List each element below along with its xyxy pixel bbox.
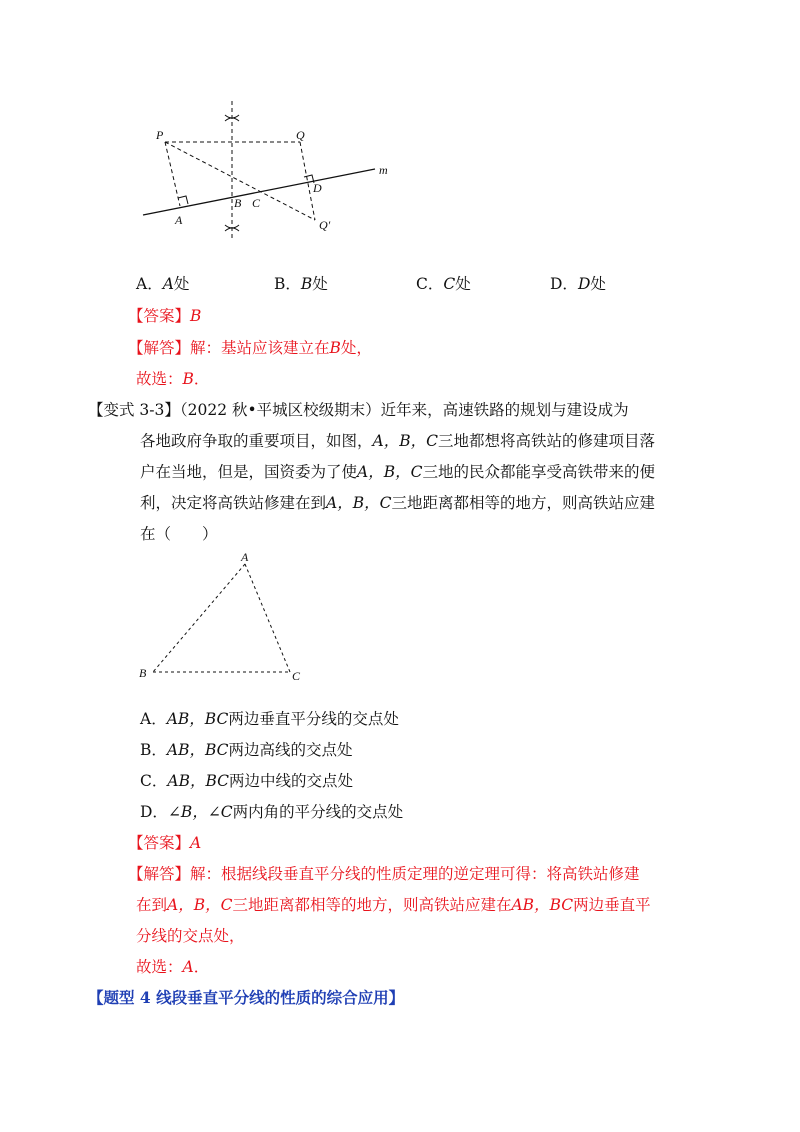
q2-explanation-line-2: 在到A，B，C三地距离都相等的地方，则高铁站应建在AB，BC两边垂直平 [136, 896, 651, 914]
q1-option-a: A．A处 [136, 275, 190, 293]
label-Q: Q [296, 128, 305, 142]
q2-stem-line-1: 【变式 3-3】（2022 秋•平城区校级期末）近年来，高速铁路的规划与建设成为 [88, 401, 629, 419]
section-title: 【题型 4 线段垂直平分线的性质的综合应用】 [88, 988, 405, 1007]
q1-option-b: B．B处 [274, 275, 328, 293]
q2-stem-line-4: 利，决定将高铁站修建在到A，B，C三地距离都相等的地方，则高铁站应建 [140, 494, 655, 512]
q2-explanation-line-1: 【解答】解：根据线段垂直平分线的性质定理的逆定理可得：将高铁站修建 [128, 865, 640, 883]
q2-explanation-line-3: 分线的交点处， [136, 927, 245, 945]
q2-option-c: C．AB，BC两边中线的交点处 [140, 772, 354, 790]
label-D: D [313, 181, 322, 195]
q2-option-a: A．AB，BC两边垂直平分线的交点处 [140, 710, 399, 728]
label-C: C [292, 669, 301, 683]
q2-answer: 【答案】A [128, 834, 202, 852]
q1-answer: 【答案】B [128, 307, 202, 325]
q1-explanation: 【解答】解：基站应该建立在B处， [128, 339, 372, 357]
q2-stem-line-2: 各地政府争取的重要项目，如图，A，B，C三地都想将高铁站的修建项目落 [140, 432, 655, 450]
q1-option-d: D．D处 [550, 275, 606, 293]
q2-option-b: B．AB，BC两边高线的交点处 [140, 741, 353, 759]
q2-stem-line-3: 户在当地，但是，国资委为了使A，B，C三地的民众都能享受高铁带来的便 [140, 463, 655, 481]
label-m: m [379, 163, 388, 177]
label-A: A [241, 550, 249, 564]
label-B: B [139, 666, 147, 680]
triangle-figure [135, 550, 315, 686]
q1-option-c: C．C处 [416, 275, 471, 293]
label-C: C [252, 196, 261, 210]
q2-conclusion: 故选：A． [136, 958, 210, 976]
q2-stem-line-5: 在（ ） [140, 525, 218, 543]
q1-conclusion: 故选：B． [136, 370, 210, 388]
label-P: P [156, 128, 164, 142]
q1-options [136, 274, 606, 294]
label-A: A [175, 213, 183, 227]
geometry-figure-1 [135, 95, 405, 245]
label-Q-prime: Q′ [319, 218, 331, 232]
q2-option-d: D．∠B，∠C两内角的平分线的交点处 [140, 803, 404, 821]
label-B: B [234, 196, 242, 210]
